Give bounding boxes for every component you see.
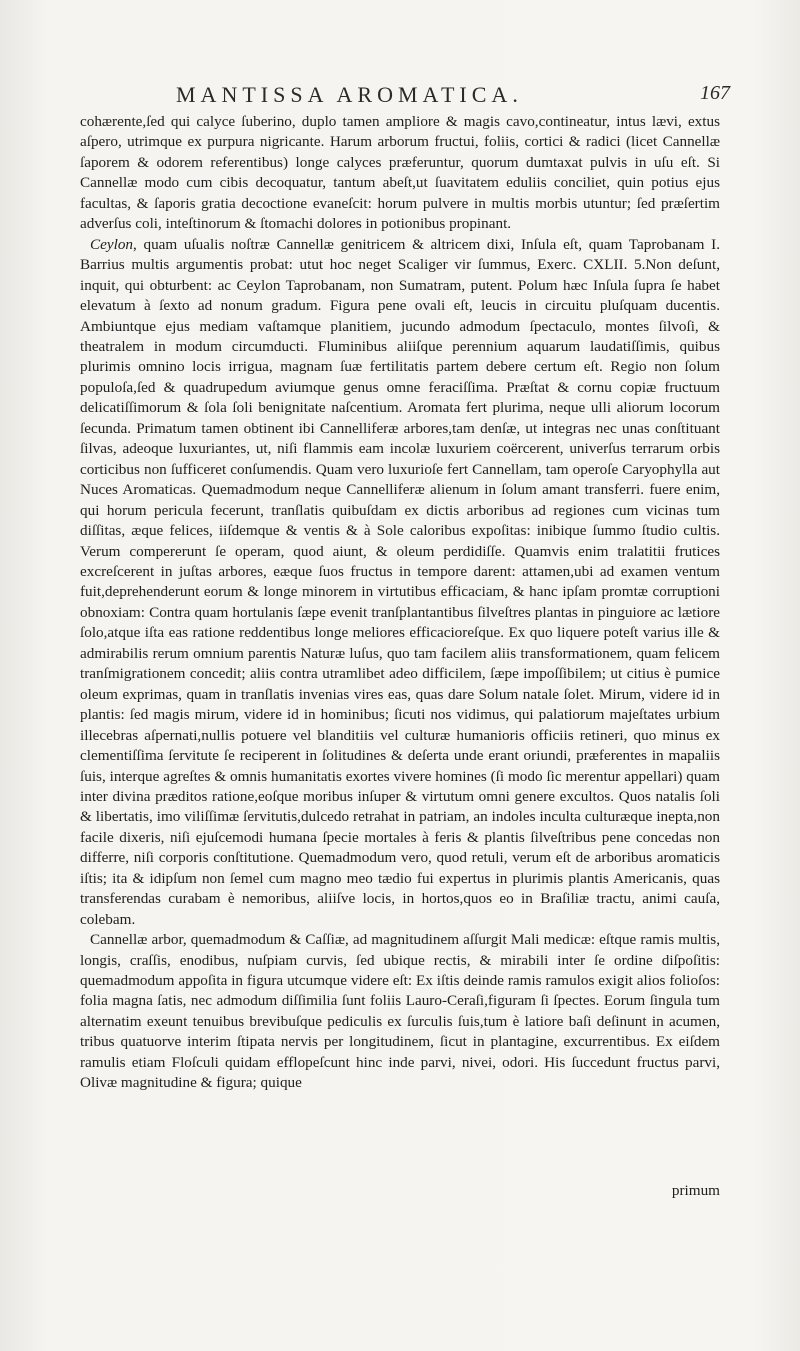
paragraph-1 bbox=[80, 112, 720, 235]
paragraph-2-text: , quam uſualis noſtræ Cannellæ genitricem & altricem dixi, Inſula eſt, quam Taprobanam I. Barrius multis argumentis probat: utut hoc neget Scaliger vir ſummus, Exerc. CXLII. 5.Non deſunt, inquit, qui obturbent: ac Ceylon Taprobanam, non Sumatram, putent. Polum hæc Inſula ſupra ſe habet elevatum à ſexto ad nonum gradum. Figura pene ovali eſt, leucis in circuitu pluſquam ducentis. Ambiuntque ejus mediam vaſtamque planitiem, jucundo admodum ſpectaculo, montes ſilvoſi, & theatralem in modum circumducti. Fluminibus aliiſque perennium aquarum laudatiſſimis, quibus plurimis omnino locis irrigua, magnam ſuæ fertilitatis partem debere certum eſt. Regio non ſolum populoſa,ſed & quadrupedum aviumque genus omne feraciſſima. Præſtat & cornu copiæ fructuum delicatiſſimorum & ſola ſoli benignitate naſcentium. Aromata fert plurima, neque ulli aliorum locorum ſecunda. Primatum tamen obtinent ibi Cannelliferæ arbores,tam denſæ, ut integras nec unas conſtituant ſilvas, adeoque luxuriantes, ut, niſi flammis eam incolæ luxuriem coërcerent, univerſus terrarum orbis corticibus non ſufficeret conſumendis. Quam vero luxurioſe fert Cannellam, tam operoſe Caryophylla aut Nuces Aromaticas. Quemadmodum neque Cannelliferæ alienum in ſolum amant transferri. fuere enim, qui horum pericula fecerunt, tranſlatis quibuſdam ex dictis arboribus ad regiones cum vicinas tum diſſitas, æque felices, iiſdemque & ventis & à Sole caloribus expoſitas: inibique ſummo ſtudio cultis. Verum compererunt ſe operam, quod aiunt, & oleum perdidiſſe. Quamvis enim tralatitii frutices excreſcerent in juſtas arbores, eæque ſuos fructus in tempore darent: attamen,ubi ad examen ventum fuit,deprehenderunt eorum & longe minorem in virtutibus efficaciam, & hanc ipſam promtæ corruptioni obnoxiam: Contra quam hortulanis ſæpe evenit tranſplantantibus ſilveſtres plantas in pinguiore ac lætiore ſolo,atque iſta eas ratione reddentibus longe meliores efficacioreſque. Ex quo liquere poteſt varius ille & admirabilis rerum omnium parentis Naturæ luſus, quo tam facilem aliis transformationem, quam felicem tranſmigrationem concedit; aliis contra utramlibet adeo difficilem, ſæpe impoſſibilem; ut citius è pumice oleum exprimas, quam in tranſlatis invenias vires eas, quas dare Solum natale ſolet. Mirum, videre id in plantis: ſed magis mirum, videre id in hominibus; ſicuti nos vidimus, qui palatiorum majeſtates urbium illecebras aſpernati,nullis potuere vel blanditiis vel culturæ humanioris officiis retineri, quo minus ex clementiſſima ſervitute ſe reciperent in ſolitudines & deſerta unde erant oriundi, præferentes in mapaliis ſuis, interque agreſtes & omnis humanitatis exortes vivere homines (ſi modo ſic merentur appellari) quam inter divina præditos ratione,eoſque moribus inſuper & virtutum omni genere excultos. Quos natalis ſoli & libertatis, imo viliſſimæ ſervitutis,dulcedo retrahat in patriam, an indoles inculta culturæque inepta,non facile dixeris, niſi ejuſcemodi humana ſpecie mortales à feris & plantis ſilveſtribus pene concedas non differre, niſi corporis conſtitutione. Quemadmodum vero, quod retuli, verum eſt de arboribus aromaticis iſtis; ita & idipſum non ſemel cum magno meo tædio fui expertus in plurimis plantis Americanis, quas transferendas curabam è nemoribus, aliiſve locis, in hortos,quos eo in Braſiliæ tractu, animi cauſa, colebam. bbox=[80, 235, 720, 928]
paragraph-1-text: cohærente,ſed qui calyce ſuberino, duplo tamen ampliore & magis cavo,contineatur, intus lævi, extus aſpero, utrimque ex purpura nigricante. Harum arborum fructui, foliis, cortici & radici (licet Cannellæ ſaporem & odorem referentibus) longe calyces præferuntur, quorum dumtaxat pulvis in uſu eſt. Si Cannellæ modo cum cibis decoquatur, tantum abeſt,ut ſuavitatem eduliis conciliet, quin potius ejus facultas, & ſaporis gratia decoctione evaneſcit: horum pulvere in multis morbis utuntur; ſed præſertim adverſus coli, inteſtinorum & ſtomachi dolores in potionibus propinant. bbox=[80, 113, 720, 233]
main-text bbox=[80, 112, 720, 1094]
running-title: MANTISSA AROMATICA. bbox=[176, 82, 523, 107]
catchword: primum bbox=[671, 1182, 720, 1199]
paragraph-3-text: Cannellæ arbor, quemadmodum & Caſſiæ, ad magnitudinem aſſurgit Mali medicæ: eſtque ramis multis, longis, craſſis, enodibus, nuſpiam curvis, ſed ubique rectis, & mirabili inter ſe ordine diſpoſitis: quemadmodum appoſita in figura utcumque videre eſt: Ex iſtis deinde ramis ramulos exigit alios folioſos: folia magna ſatis, nec admodum diſſimilia ſunt foliis Lauro-Ceraſi,figuram ſi ſpectes. Eorum ſingula tum alternatim exeunt tenuibus brevibuſque pediculis ex ſurculis ſuis,tum è latiore baſi deſinunt in acumen, tribus quatuorve interim ſtipata nervis per longitudinem, ſicut in plantagine, excurrentibus. Ex eiſdem ramulis etiam Floſculi quidam efflореſcunt hinc inde parvi, nivei, odori. His ſuccedunt fructus parvi, Olivæ magnitudine & figura; quique bbox=[80, 931, 720, 1092]
page-header bbox=[80, 82, 730, 110]
paragraph-3 bbox=[80, 930, 720, 1094]
paragraph-2 bbox=[80, 235, 720, 930]
paragraph-2-lead: Ceylon bbox=[90, 235, 134, 253]
page-number: 167 bbox=[700, 82, 730, 104]
